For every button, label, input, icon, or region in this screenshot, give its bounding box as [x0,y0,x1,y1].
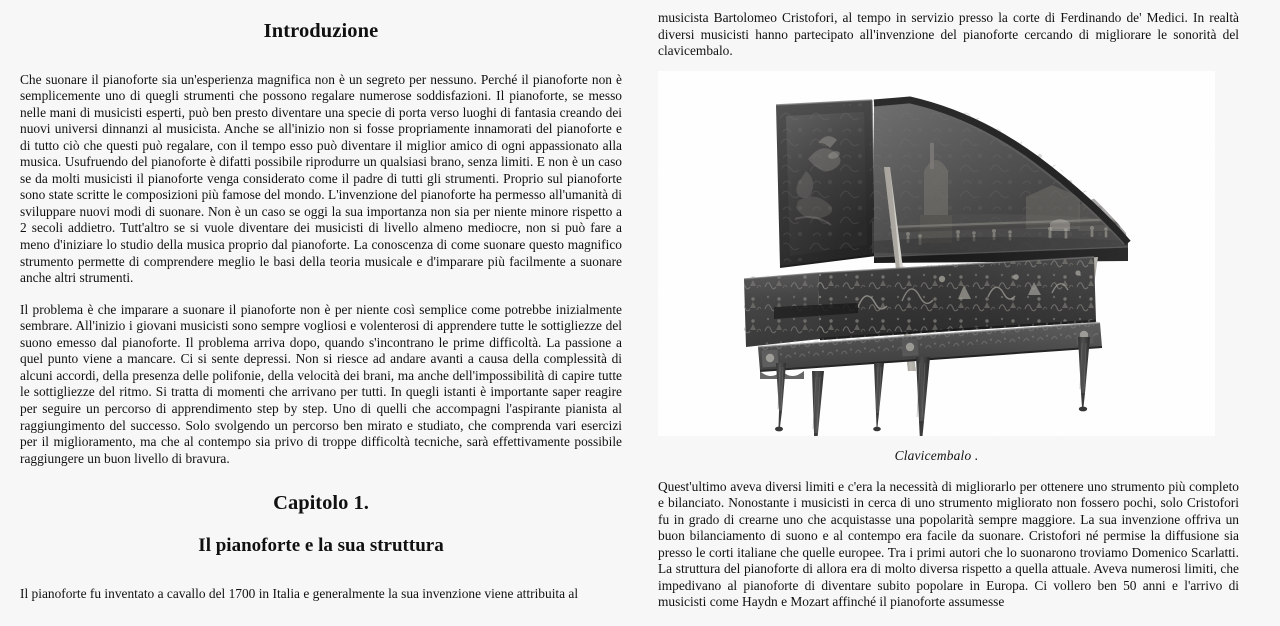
page-title: Introduzione [263,20,379,42]
chapter-paragraph-1: Il pianoforte fu inventato a cavallo del 1700 in Italia e generalmente la sua invenzione viene attribuita al [20,585,579,601]
heading-body-spacer [20,44,622,72]
chapter-body-spacer [20,557,622,586]
harpsichord-figure [658,71,1239,464]
intro-paragraph-2: Il problema è che imparare a suonare il pianoforte non è per niente così semplice come potrebbe inizialmente sembrare. All'inizio i giovani musicisti sono sempre vogliosi e volenterosi di apprendere tutte le sottigliezze del suono emesso dal pianoforte. Il problema arriva dopo, quando s'incontrano le prime difficoltà. La passione a quel punto viene a mancare. Ci si sente depressi. Non si riesce ad andare avanti a causa della complessità di alcuni accordi, della presenza delle polifonie, della velocità dei brani, ma anche dell'impossibilità di capire tutte le sottigliezze del ritmo. Si tratta di momenti che arrivano per tutti. In quegli istanti è importante saper reagire per seguire un percorso di apprendimento step by step. Uno di quelli che accompagni l'aspirante pianista al raggiungimento del successo. Solo svolgendo un percorso ben mirato e studiato, che comprenda vari esercizi per il miglioramento, ma che al contempo sia privo di troppe difficoltà tecniche, sarà effettivamente possibile raggiungere un buon livello di bravura. [20,301,622,466]
harpsichord-image [658,71,1215,436]
figure-text-spacer [658,464,1239,479]
harpsichord-illustration [658,71,1215,436]
right-column [640,0,1280,626]
continuation-paragraph: musicista Bartolomeo Cristofori, al tempo in servizio presso la corte di Ferdinando de' Medici. In realtà diversi musicisti hanno partecipato all'invenzione del pianoforte cercando di migliorare le sonorità del clavicembalo. [658,10,1239,59]
chapter-heading: Capitolo 1. [273,492,369,515]
figure-following-paragraph: Quest'ultimo aveva diversi limiti e c'era la necessità di migliorarlo per ottenere uno strumento più completo e bilanciato. Nonostante i musicisti in cerca di uno strumento migliorato non fossero pochi, solo Cristofori fu in grado di crearne uno che acquistasse una popolarità sempre maggiore. La sua invenzione offriva un buon bilanciamento di suono e al contempo era facile da suonare. Cristofori né permise la diffusione sia presso le corti italiane che quelle europee. Tra i primi autori che lo suonarono troviamo Domenico Scarlatti. La struttura del pianoforte di allora era di molto diversa rispetto a quella attuale. Aveva numerosi limiti, che impedivano al pianoforte di diventare subito popolare in Europa. Ci vollero ben 50 anni e l'arrivo di musicisti come Haydn e Mozart affinché il pianoforte assumesse [658,478,1239,610]
intro-paragraph-1: Che suonare il pianoforte sia un'esperienza magnifica non è un segreto per nessuno. Perché il pianoforte non è semplicemente uno di quegli strumenti che possono regalare numerose soddisfazioni. Il pianoforte, se messo nelle mani di musicisti esperti, può ben presto diventare una specie di porta verso luoghi di fantasia creando dei nuovi universi dinnanzi al musicista. Anche se all'inizio non si fosse propriamente innamorati del pianoforte e di tutto ciò che questi può regalare, con il tempo esso può diventare il miglior amico di ogni appassionato alla musica. Usufruendo del pianoforte è difatti possibile riprodurre un qualsiasi brano, senza limiti. E non è un caso se da molti musicisti il pianoforte venga considerato come il padre di tutti gli strumenti. Proprio sul pianoforte sono state scritte le composizioni più famose del mondo. L'invenzione del pianoforte ha permesso all'umanità di sviluppare nuovi modi di suonare. Non è un caso se oggi la sua importanza non sia per niente minore rispetto a 2 secoli addietro. Tutt'altro se si vuole diventare dei musicisti di livello almeno mediocre, non si può fare a meno d'iniziare lo studio della musica proprio dal pianoforte. La conoscenza di come suonare questo magnifico strumento permette di comprendere meglio le basi della teoria musicale e d'imparare più facilmente a suonare anche altri strumenti. [20,71,622,286]
figure-caption: Clavicembalo . [894,447,979,463]
chapter-subheading: Il pianoforte e la sua struttura [198,534,444,556]
